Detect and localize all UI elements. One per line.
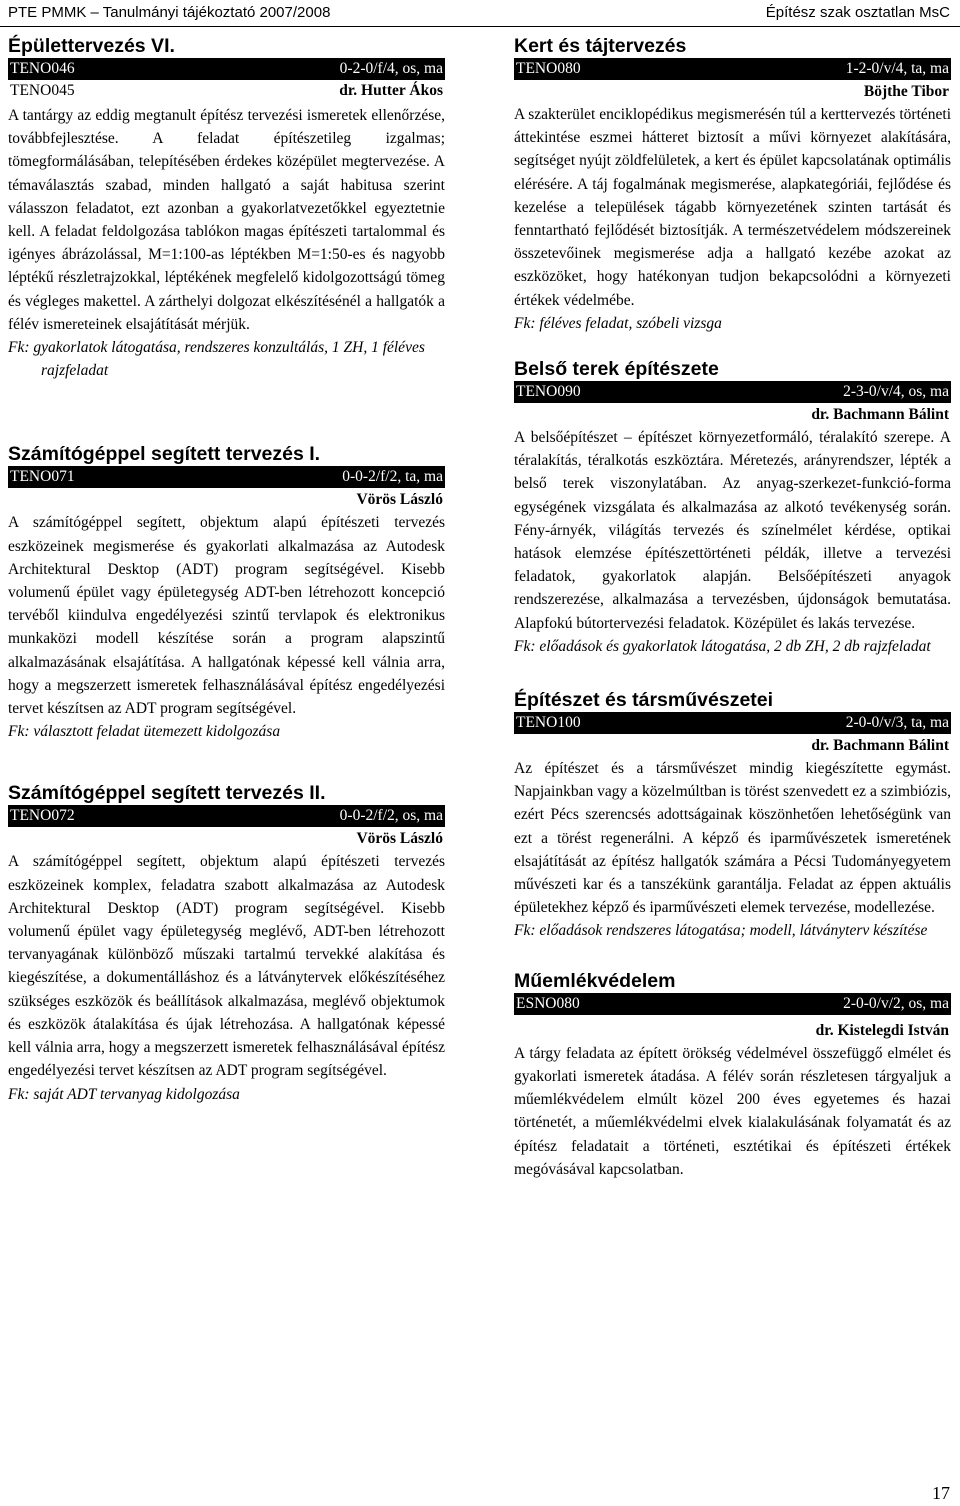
- course-teacher: Vörös László: [356, 830, 443, 848]
- course-section: [514, 357, 951, 658]
- course-title: Épülettervezés VI.: [8, 35, 175, 57]
- course-requirements: Fk: előadások rendszeres látogatása; modell, látványterv készítése: [514, 922, 928, 940]
- course-teacher: dr. Hutter Ákos: [339, 82, 443, 99]
- course-description: A belsőépítészet – építészet környezetformáló, téralakító szerepe. A téralakítás, téralkotás eszköztára. Méretezés, arányrendszer, lépték a belső terek viszonylatában. Az anyag-szerkezet-funkció-forma egységének vizsgálata és alkalmazása az alkotó tevékenység során. Fény-árnyék, világítás tervezés és színelmélet kérdése, optikai hatások elemzése építészettörténeti példák, illetve a tervezési feladatok, gyakorlatok alapján. Belsőépítészeti anyagok rendszerezése, alkalmazása a tervezésben, újdonságok bemutatása. Alapfokú bútortervezési feladatok. Középület és lakás tervezése.: [514, 429, 951, 632]
- right-column: [514, 34, 951, 1181]
- course-requirements: Fk: saját ADT tervanyag kidolgozása: [8, 1085, 240, 1103]
- course-title: Műemlékvédelem: [514, 969, 676, 992]
- course-credits: 0-2-0/f/4, os, ma: [339, 60, 443, 77]
- course-code: TENO072: [10, 807, 75, 825]
- course-code-bar: [8, 805, 445, 827]
- course-requirements: Fk: gyakorlatok látogatása, rendszeres konzultálás, 1 ZH, 1 féléves rajzfeladat: [8, 339, 425, 380]
- course-requirements: Fk: választott feladat ütemezett kidolgozása: [8, 723, 281, 741]
- course-code: TENO046: [10, 60, 75, 77]
- page-number: 17: [932, 1483, 950, 1503]
- course-code-bar: [514, 993, 951, 1015]
- course-code-bar: [514, 381, 951, 403]
- course-credits: 0-0-2/f/2, os, ma: [339, 807, 443, 825]
- course-teacher: dr. Bachmann Bálint: [811, 737, 949, 755]
- course-code: TENO071: [10, 468, 75, 486]
- course-description: A számítógéppel segített, objektum alapú építészeti tervezés eszközeinek megismerése és gyakorlati alkalmazása az Autodesk Architektural Desktop (ADT) program segítségével. Kisebb volumenű épület vagy épületegység ADT-ben létrehozott koncepció tervéből kiindulva engedélyezési szintű tervlapok és elektronikus munkaközi modell készítése során a program alapszintű alkalmazásának elsajátítása. A hallgatónak képessé kell válnia arra, hogy a megszerzett ismeretek felhasználásával építész engedélyezési tervet készítsen az ADT program segítségével.: [8, 514, 445, 718]
- course-title: Építészet és társművészetei: [514, 689, 774, 712]
- course-requirements: Fk: előadások és gyakorlatok látogatása, 2 db ZH, 2 db rajzfeladat: [514, 637, 931, 655]
- course-section: [514, 34, 951, 335]
- course-title: Számítógéppel segített tervezés I.: [8, 443, 321, 466]
- course-title: Belső terek építészete: [514, 358, 719, 381]
- header-left: PTE PMMK – Tanulmányi tájékoztató 2007/2008: [8, 4, 331, 21]
- course-credits: 0-0-2/f/2, ta, ma: [342, 468, 443, 486]
- course-code-row: [8, 80, 445, 102]
- course-code: TENO090: [516, 383, 581, 401]
- course-section: [8, 34, 445, 382]
- course-code: TENO080: [516, 60, 581, 77]
- course-teacher: Vörös László: [356, 491, 443, 509]
- course-requirements: Fk: féléves feladat, szóbeli vizsga: [514, 314, 722, 332]
- course-section: [8, 781, 445, 1105]
- course-section: [514, 688, 951, 943]
- course-description: A tantárgy az eddig megtanult építész tervezési ismeretek ellenőrzése, továbbfejlesztése. A feladat építészetileg izgalmas; tömegformálásában, telepítésében érdekes középület megtervezése. A témaválasztás szabad, minden hallgató a saját habitusa szerint válasszon feladatot, ezt azonban a gyakorlatvezetőkkel egyeztetnie kell. A feladat feldolgozása tablókon magas építészeti tartalommal és igényes ábrázolással, M=1:100-as léptékben M=1:50-es és nagyobb léptékű részletrajzokkal, léptékének megfelelő kidolgozottságú tömeg és végleges makettel. A zárthelyi dolgozat elkészítésénél a hallgatók a félév ismereteinek elsajátítását mérjük.: [8, 107, 445, 333]
- left-column: [8, 34, 445, 1106]
- course-code-bar: [8, 466, 445, 488]
- course-code-bar: [514, 58, 951, 80]
- course-title: Kert és tájtervezés: [514, 35, 687, 57]
- course-section: [514, 969, 951, 1181]
- course-description: Az építészet és a társművészet mindig kiegészítette egymást. Napjainkban vagy a közelmúltban is törést szenvedett ez a szimbiózis, ezért Pécs szerencsés adottságainak köszönhetően lehetőségünk van ezt a törést regenerálni. A képző és iparművészetek ismeretének elsajátítását az építész hallgatók számára a Pécsi Tudományegyetem művészeti kar és a tanszékünk garantálja. Feladat az éppen aktuális épületekhez képző és iparművészeti elemek tervezése, modellezése.: [514, 760, 951, 917]
- course-credits: 2-0-0/v/2, os, ma: [843, 994, 949, 1012]
- header-right: Építész szak osztatlan MsC: [765, 4, 950, 21]
- course-description: A szakterület enciklopédikus megismerésén túl a kerttervezés történeti áttekintése eszmei hátteret biztosít a művi környezet alakítására, segítséget nyújt zöldfelületek, a kert és épület kapcsolatának optimális elérésére. A táj fogalmának megismerése, alapkategóriái, fejlődése és kezelése a települések tágabb környezetének szinten tartását és fenntartható fejlődését biztosítják. A természetvédelem módszereinek összetevőinek megismerése adja a hallgató kezébe azokat az eszközöket, hogy hatékonyan tudjon bekapcsolódni a környezeti értékek védelmébe.: [514, 106, 951, 309]
- course-credits: 2-3-0/v/4, os, ma: [843, 383, 949, 401]
- course-description: A tárgy feladata az épített örökség védelmével összefüggő elmélet és gyakorlati ismeretek átadása. A félév során részletesen tárgyaljuk a műemlékvédelem elmúlt közel 200 éves egyetemes és hazai történetét, a műemlékvédelmi elvek kialakulásának folyamatát és az építész feladatait a történeti, esztétikai és építészeti értékek megóvásával kapcsolatban.: [514, 1044, 951, 1178]
- course-code-bar: [8, 58, 445, 80]
- course-code: TENO100: [516, 714, 581, 732]
- course-title: Számítógéppel segített tervezés II.: [8, 782, 326, 805]
- course-credits: 2-0-0/v/3, ta, ma: [845, 714, 949, 732]
- course-credits: 1-2-0/v/4, ta, ma: [845, 60, 949, 77]
- course-code-bar: [514, 712, 951, 734]
- course-code: ESNO080: [516, 994, 580, 1012]
- course-teacher: Böjthe Tibor: [863, 83, 949, 100]
- page-header: [0, 0, 960, 27]
- course-teacher: dr. Bachmann Bálint: [811, 406, 949, 424]
- course-section: [8, 442, 445, 743]
- course-description: A számítógéppel segített, objektum alapú építészeti tervezés eszközeinek komplex, feladatra szabott alkalmazása az Autodesk Architektural Desktop (ADT) program segítségével. Kisebb volumenű épület vagy épületegység meglévő, ADT-ben létrehozott tervanyagának különböző műszaki tartalmú tervekké alakítása és kiegészítése, a dokumentálláshoz és a látványtervek előkészítéséhez szükséges eszközök és beállítások alkalmazása, meglévő objektumok és eszközök átalakítása és újak létrehozása. A hallgatónak képessé kell válnia arra, hogy a megszerzett ismeretek felhasználásával építész engedélyezési tervet készítsen az ADT program segítségével.: [8, 853, 445, 1080]
- course-code-secondary: TENO045: [10, 82, 75, 99]
- course-teacher: dr. Kistelegdi István: [815, 1021, 949, 1039]
